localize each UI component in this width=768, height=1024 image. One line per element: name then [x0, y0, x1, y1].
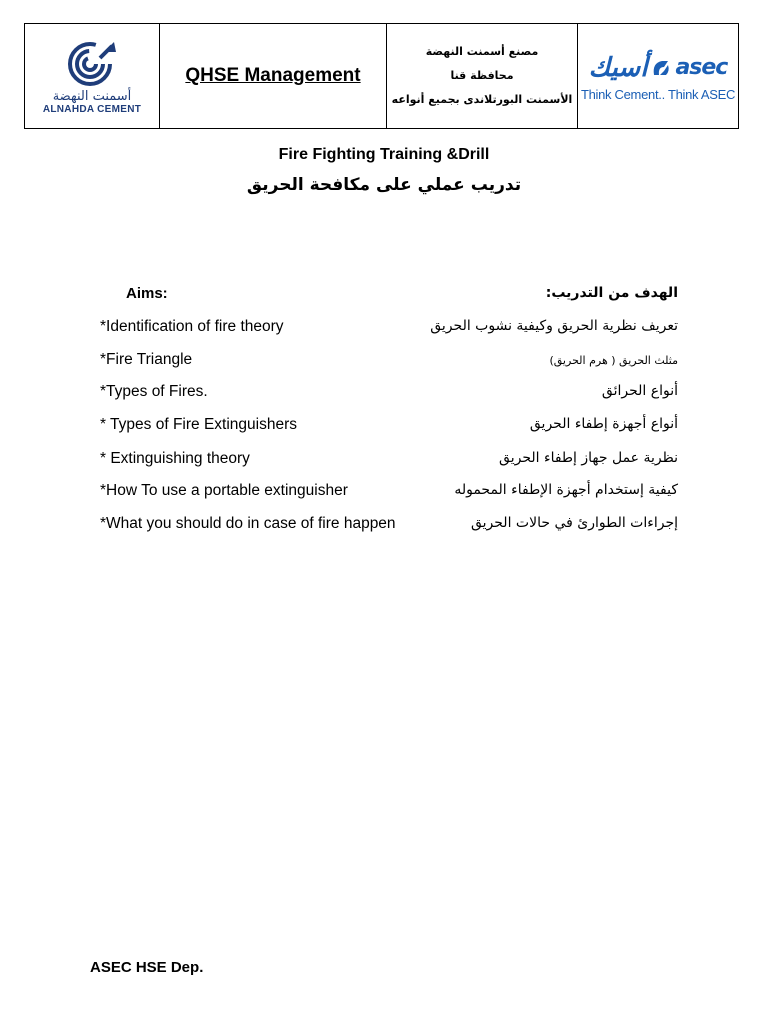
aim-item-arabic: نظرية عمل جهاز إطفاء الحريق	[499, 450, 678, 466]
asec-mark-icon	[650, 57, 672, 79]
title-cell	[160, 24, 387, 129]
right-logo-cell	[578, 24, 739, 129]
factory-name: مصنع أسمنت النهضة	[425, 45, 539, 58]
header-table	[24, 23, 739, 129]
alnahda-english-name: ALNAHDA CEMENT	[42, 103, 142, 115]
aim-item	[0, 383, 768, 407]
asec-logo	[578, 51, 738, 102]
aim-item-english: *How To use a portable extinguisher	[100, 482, 348, 499]
aim-item	[0, 482, 768, 506]
aim-item-arabic: تعريف نظرية الحريق وكيفية نشوب الحريق	[430, 318, 678, 334]
aim-item	[0, 515, 768, 539]
alnahda-swirl-icon	[60, 38, 124, 88]
aim-item-arabic: كيفية إستخدام أجهزة الإطفاء المحموله	[454, 482, 678, 498]
page-title: QHSE Management	[185, 65, 361, 86]
aims-label-english: Aims:	[126, 285, 168, 302]
asec-tagline: Think Cement.. Think ASEC	[580, 86, 736, 102]
aim-item	[0, 318, 768, 342]
aim-item	[0, 416, 768, 440]
aim-item-english: * Extinguishing theory	[100, 450, 250, 467]
product-description: الأسمنت البورتلاندى بجميع أنواعه	[391, 93, 573, 106]
aim-item-arabic: أنواع أجهزة إطفاء الحريق	[529, 416, 678, 432]
aim-item-english: *Fire Triangle	[100, 351, 193, 368]
asec-english-name: asec	[675, 54, 728, 80]
asec-arabic-name: أسيك	[588, 52, 648, 83]
document-title-english: Fire Fighting Training &Drill	[278, 146, 490, 163]
aim-item-english: *What you should do in case of fire happen	[100, 515, 396, 532]
aim-item	[0, 450, 768, 474]
arabic-info-cell	[387, 24, 578, 129]
aim-item-english: *Identification of fire theory	[100, 318, 284, 335]
left-logo-cell	[25, 24, 160, 129]
governorate: محافظة قنا	[450, 69, 514, 82]
footer-department: ASEC HSE Dep.	[90, 959, 204, 976]
aims-label-arabic: الهدف من التدريب:	[545, 285, 678, 301]
alnahda-arabic-name: أسمنت النهضة	[52, 88, 132, 104]
aim-item-arabic: إجراءات الطوارئ في حالات الحريق	[470, 515, 678, 531]
document-title-arabic: تدريب عملي على مكافحة الحريق	[246, 175, 522, 195]
aim-item	[0, 351, 768, 375]
aim-item-english: * Types of Fire Extinguishers	[100, 416, 297, 433]
aim-item-arabic: أنواع الحرائق	[601, 383, 678, 399]
aim-item-english: *Types of Fires.	[100, 383, 208, 400]
alnahda-logo	[25, 38, 159, 115]
aim-item-arabic: مثلث الحريق ( هرم الحريق)	[549, 354, 678, 367]
